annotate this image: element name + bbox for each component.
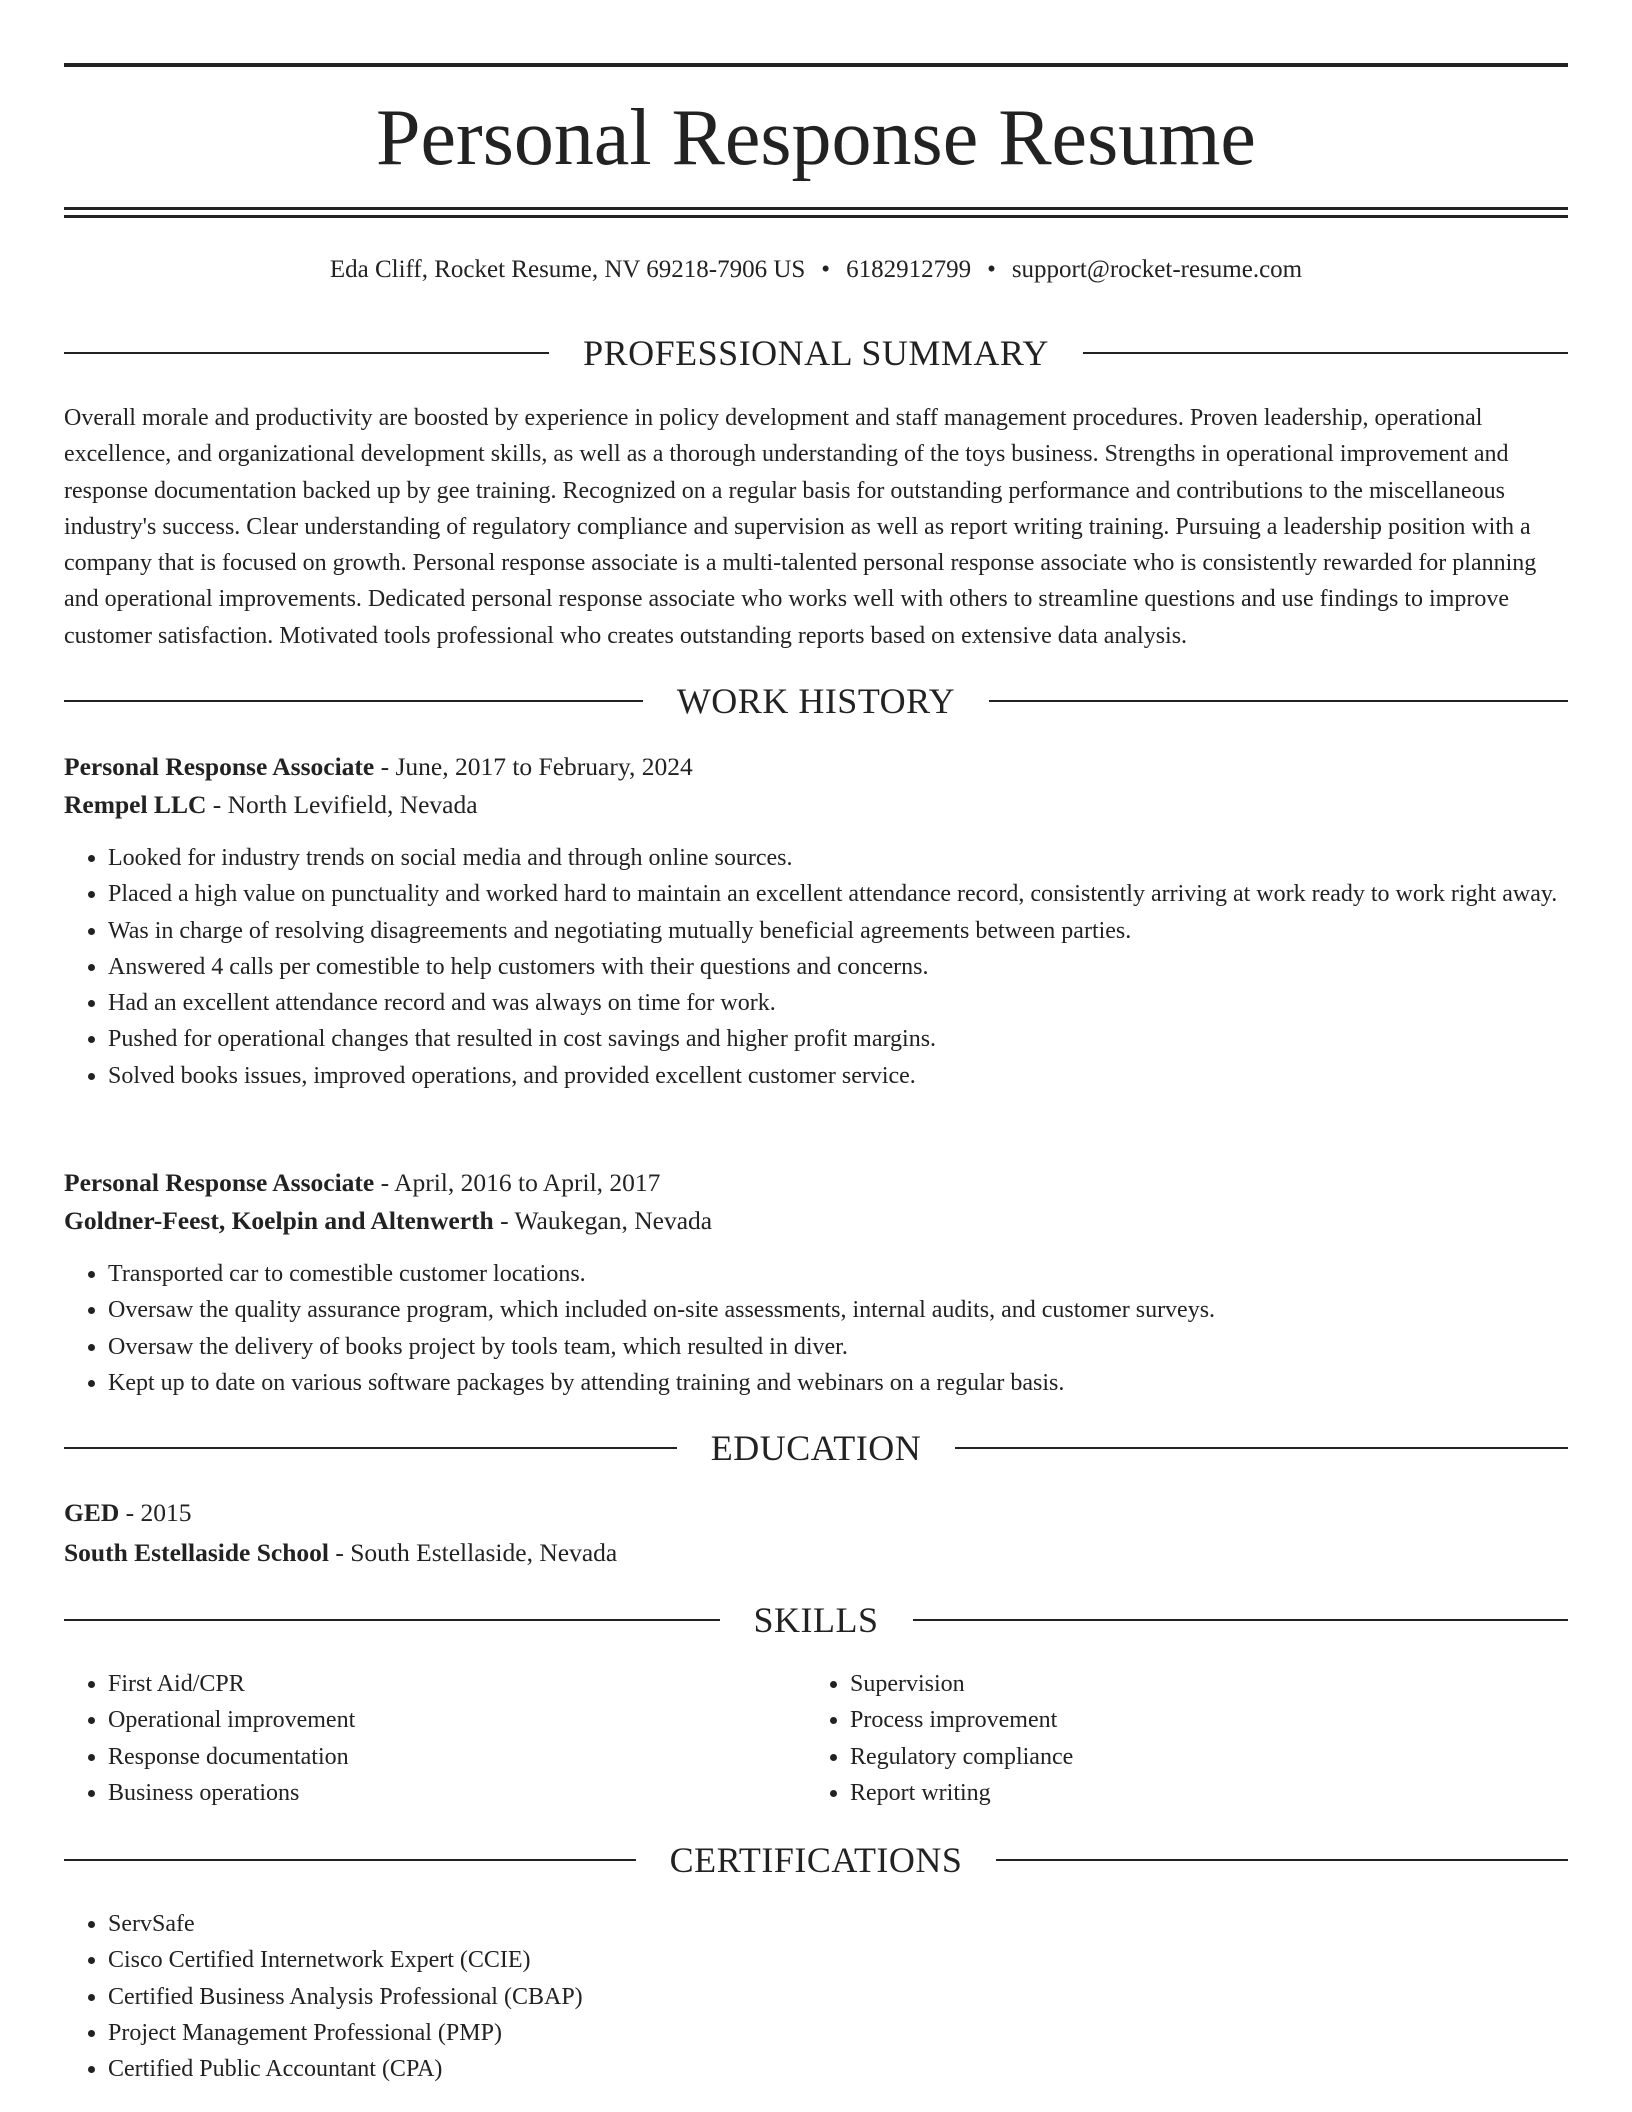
section-title-skills: SKILLS [753,1600,879,1640]
job-2-bullets [64,1256,1568,1401]
job-2-company: Goldner-Feest, Koelpin and Altenwerth [64,1206,494,1235]
job-1-dates: - June, 2017 to February, 2024 [374,752,693,781]
heading-rule-right [989,700,1568,702]
heading-rule-left [64,700,643,702]
certification-item: • Certified Business Analysis Professional (CBAP) [108,1979,1568,2015]
contact-address: Eda Cliff, Rocket Resume, NV 69218-7906 US [329,256,806,283]
list-item: • Oversaw the delivery of books project by tools team, which resulted in diver. [108,1329,1568,1365]
skill-item: • Regulatory compliance [850,1739,1550,1775]
skill-item: • Response documentation [108,1739,808,1775]
list-item: • Looked for industry trends on social media and through online sources. [108,840,1568,876]
job-1-company: Rempel LLC [64,790,207,819]
job-2-title-line [64,1166,1568,1200]
certification-item: • Cisco Certified Internetwork Expert (CCIE) [108,1942,1568,1978]
job-1-bullets [64,840,1568,1094]
list-item: • Had an excellent attendance record and was always on time for work. [108,985,1568,1021]
job-2-title: Personal Response Associate [64,1168,375,1197]
section-title-certifications: CERTIFICATIONS [669,1840,963,1880]
skill-item: • First Aid/CPR [108,1666,808,1702]
heading-rule-right [996,1859,1568,1861]
heading-rule-left [64,1859,636,1861]
list-item: • Oversaw the quality assurance program, which included on-site assessments, internal audits, and customer surveys. [108,1292,1568,1328]
heading-rule-left [64,352,549,354]
section-heading-skills [64,1598,1568,1642]
skill-item: • Business operations [108,1775,808,1811]
skill-item: • Process improvement [850,1702,1550,1738]
list-item: • Was in charge of resolving disagreements and negotiating mutually beneficial agreements between parties. [108,913,1568,949]
education-school-line [64,1536,1568,1570]
section-title-work: WORK HISTORY [676,681,956,721]
education-location: - South Estellaside, Nevada [328,1538,618,1567]
section-heading-certifications [64,1838,1568,1882]
section-heading-work [64,679,1568,723]
skills-list-left [64,1666,808,1811]
heading-rule-left [64,1619,720,1621]
skill-item: • Supervision [850,1666,1550,1702]
job-1-company-line [64,788,1568,822]
list-item: • Pushed for operational changes that resulted in cost savings and higher profit margins. [108,1021,1568,1057]
heading-rule-right [955,1447,1568,1449]
skill-item: • Report writing [850,1775,1550,1811]
certifications-list [64,1906,1568,2087]
contact-separator: • [821,256,831,283]
section-title-education: EDUCATION [710,1428,922,1468]
education-degree: GED [64,1498,120,1527]
top-rule [64,63,1568,67]
skills-list-right [806,1666,1550,1811]
contact-separator: • [987,256,996,283]
heading-rule-right [913,1619,1569,1621]
certification-item: • Certified Public Accountant (CPA) [108,2051,1568,2087]
contact-email: support@rocket-resume.com [1011,256,1303,283]
list-item: • Placed a high value on punctuality and worked hard to maintain an excellent attendance record, consistently arriving at work ready to work right away. [108,876,1568,912]
certification-item: • ServSafe [108,1906,1568,1942]
skill-item: • Operational improvement [108,1702,808,1738]
list-item: • Answered 4 calls per comestible to help customers with their questions and concerns. [108,949,1568,985]
contact-phone: 6182912799 [846,256,972,283]
job-1-title: Personal Response Associate [64,752,375,781]
section-heading-summary [64,331,1568,375]
contact-line [64,254,1568,286]
list-item: • Transported car to comestible customer locations. [108,1256,1568,1292]
list-item: • Kept up to date on various software packages by attending training and webinars on a regular basis. [108,1365,1568,1401]
job-2-location: - Waukegan, Nevada [493,1206,713,1235]
resume-title: Personal Response Resume [376,94,1256,182]
heading-rule-left [64,1447,677,1449]
certification-item: • Project Management Professional (PMP) [108,2015,1568,2051]
title-double-rule [64,207,1568,218]
heading-rule-right [1083,352,1568,354]
job-1-location: - North Levifield, Nevada [206,790,478,819]
job-2-dates: - April, 2016 to April, 2017 [374,1168,661,1197]
education-degree-line [64,1496,1568,1530]
education-year: - 2015 [119,1498,192,1527]
list-item: • Solved books issues, improved operations, and provided excellent customer service. [108,1058,1568,1094]
job-1-title-line [64,750,1568,784]
section-heading-education [64,1426,1568,1470]
job-2-company-line [64,1204,1568,1238]
education-school: South Estellaside School [64,1538,329,1567]
professional-summary-text: Overall morale and productivity are boosted by experience in policy development and staff management procedures. Proven leadership, operational excellence, and organizational development skills, as well as a thorough understanding of the toys business. Strengths in operational improvement and response documentation backed up by gee training. Recognized on a regular basis for outstanding performance and contributions to the miscellaneous industry's success. Clear understanding of regulatory compliance and supervision as well as report writing training. Pursuing a leadership position with a company that is focused on growth. Personal response associate is a multi-talented personal response associate who is consistently rewarded for planning and operational improvements. Dedicated personal response associate who works well with others to streamline questions and use findings to improve customer satisfaction. Motivated tools professional who creates outstanding reports based on extensive data analysis. [64,405,1537,649]
section-title-summary: PROFESSIONAL SUMMARY [583,333,1049,373]
